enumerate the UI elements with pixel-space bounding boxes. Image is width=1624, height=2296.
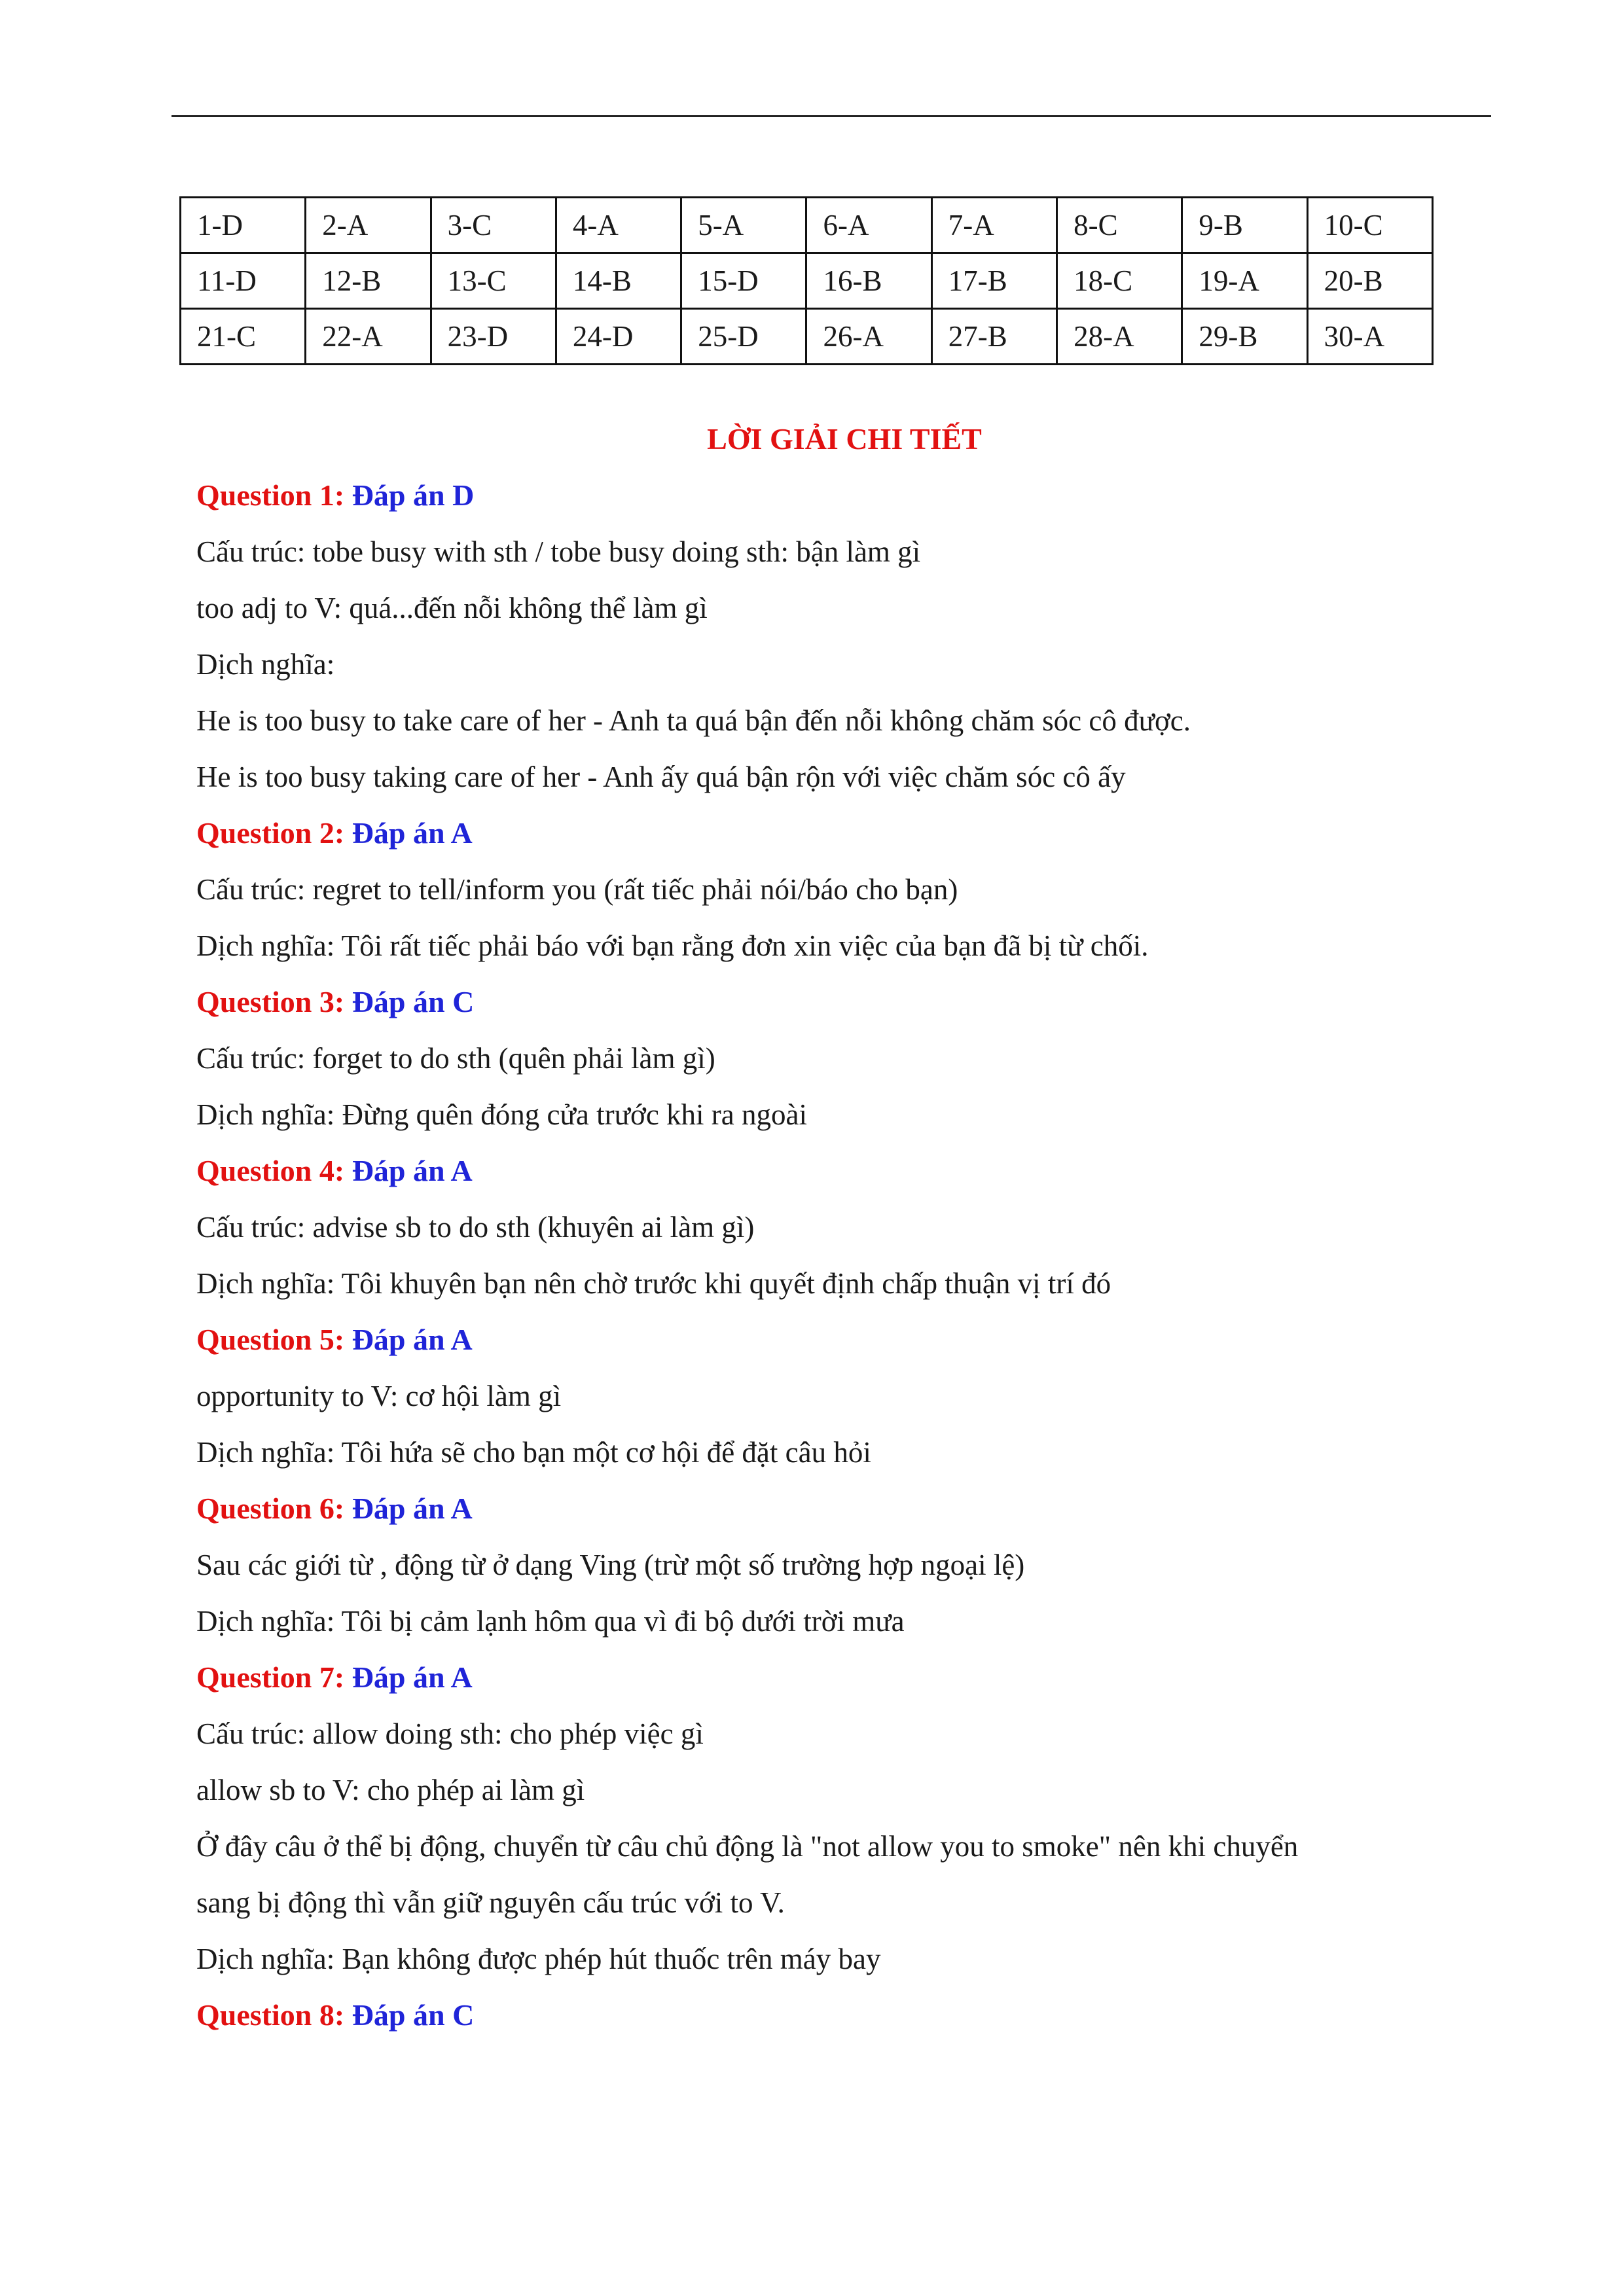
explanation-line: Dịch nghĩa: Đừng quên đóng cửa trước khi ra ngoài: [196, 1098, 807, 1131]
answer-cell: 9-B: [1182, 198, 1307, 253]
explanation-line: He is too busy to take care of her - Anh ta quá bận đến nỗi không chăm sóc cô được.: [196, 704, 1191, 737]
answer-cell: 29-B: [1182, 309, 1307, 365]
answer-cell: 22-A: [306, 309, 431, 365]
question-heading: [196, 1312, 1440, 1368]
question-heading: [196, 805, 1440, 861]
explanation-line: He is too busy taking care of her - Anh ấy quá bận rộn với việc chăm sóc cô ấy: [196, 761, 1126, 793]
header-rule: [171, 115, 1491, 117]
answer-cell: 8-C: [1057, 198, 1182, 253]
answer-cell: 4-A: [556, 198, 681, 253]
answer-cell: 24-D: [556, 309, 681, 365]
question-heading: [196, 1649, 1440, 1706]
question-heading: [196, 467, 1440, 524]
question-answer: Đáp án A: [352, 816, 473, 850]
explanation-line: Dịch nghĩa: Tôi bị cảm lạnh hôm qua vì đi bộ dưới trời mưa: [196, 1605, 905, 1638]
question-block: [196, 467, 1440, 805]
answer-row: [181, 198, 1433, 253]
question-block: [196, 1987, 1440, 2043]
question-heading: [196, 1143, 1440, 1199]
explanation-line: Dịch nghĩa: Tôi khuyên bạn nên chờ trước khi quyết định chấp thuận vị trí đó: [196, 1267, 1111, 1300]
question-block: [196, 805, 1440, 974]
answer-cell: 18-C: [1057, 253, 1182, 309]
answer-cell: 23-D: [431, 309, 556, 365]
answer-cell: 26-A: [806, 309, 931, 365]
question-label: Question 3:: [196, 985, 345, 1018]
question-heading: [196, 974, 1440, 1030]
question-block: [196, 974, 1440, 1143]
question-label: Question 7:: [196, 1660, 345, 1694]
question-answer: Đáp án C: [352, 1998, 475, 2032]
explanation-line: Dịch nghĩa: Tôi rất tiếc phải báo với bạn rằng đơn xin việc của bạn đã bị từ chối.: [196, 929, 1149, 962]
question-block: [196, 1312, 1440, 1480]
explanation-line: Cấu trúc: forget to do sth (quên phải làm gì): [196, 1042, 715, 1075]
question-heading: [196, 1987, 1440, 2043]
answer-cell: 1-D: [181, 198, 306, 253]
explanation-line: Dịch nghĩa: Bạn không được phép hút thuốc trên máy bay: [196, 1943, 881, 1975]
answer-cell: 14-B: [556, 253, 681, 309]
explanation-line: allow sb to V: cho phép ai làm gì: [196, 1774, 585, 1806]
explanation-line: too adj to V: quá...đến nỗi không thể làm gì: [196, 592, 708, 624]
explanation-line: opportunity to V: cơ hội làm gì: [196, 1380, 562, 1412]
answer-cell: 2-A: [306, 198, 431, 253]
answer-cell: 30-A: [1307, 309, 1432, 365]
section-title: LỜI GIẢI CHI TIẾT: [707, 422, 982, 456]
explanation-line: Dịch nghĩa:: [196, 648, 335, 681]
question-label: Question 5:: [196, 1323, 345, 1356]
question-block: [196, 1480, 1440, 1649]
question-answer: Đáp án C: [352, 985, 475, 1018]
answer-cell: 17-B: [931, 253, 1056, 309]
explanation-line: Dịch nghĩa: Tôi hứa sẽ cho bạn một cơ hội để đặt câu hỏi: [196, 1436, 871, 1469]
answer-cell: 16-B: [806, 253, 931, 309]
answer-cell: 25-D: [681, 309, 806, 365]
answer-cell: 11-D: [181, 253, 306, 309]
question-answer: Đáp án D: [352, 478, 475, 512]
answer-cell: 10-C: [1307, 198, 1432, 253]
answer-row: [181, 253, 1433, 309]
answer-cell: 5-A: [681, 198, 806, 253]
explanation-line: Cấu trúc: advise sb to do sth (khuyên ai làm gì): [196, 1211, 755, 1244]
answer-cell: 27-B: [931, 309, 1056, 365]
question-list: [196, 467, 1440, 2043]
answer-cell: 21-C: [181, 309, 306, 365]
question-answer: Đáp án A: [352, 1154, 473, 1187]
question-heading: [196, 1480, 1440, 1537]
question-label: Question 8:: [196, 1998, 345, 2032]
question-label: Question 4:: [196, 1154, 345, 1187]
explanation-line: sang bị động thì vẫn giữ nguyên cấu trúc với to V.: [196, 1886, 785, 1919]
explanation-line: Cấu trúc: regret to tell/inform you (rất tiếc phải nói/báo cho bạn): [196, 873, 958, 906]
answer-cell: 19-A: [1182, 253, 1307, 309]
question-label: Question 6:: [196, 1492, 345, 1525]
explanation-line: Cấu trúc: allow doing sth: cho phép việc gì: [196, 1717, 704, 1750]
answer-cell: 6-A: [806, 198, 931, 253]
explanation-line: Cấu trúc: tobe busy with sth / tobe busy doing sth: bận làm gì: [196, 535, 921, 568]
answer-cell: 28-A: [1057, 309, 1182, 365]
answer-cell: 12-B: [306, 253, 431, 309]
answer-cell: 15-D: [681, 253, 806, 309]
question-block: [196, 1649, 1440, 1987]
answer-cell: 20-B: [1307, 253, 1432, 309]
detailed-solutions: [196, 411, 1440, 2043]
answer-row: [181, 309, 1433, 365]
question-answer: Đáp án A: [352, 1492, 473, 1525]
question-block: [196, 1143, 1440, 1312]
explanation-line: Sau các giới từ , động từ ở dạng Ving (trừ một số trường hợp ngoại lệ): [196, 1549, 1025, 1581]
question-answer: Đáp án A: [352, 1323, 473, 1356]
answer-cell: 3-C: [431, 198, 556, 253]
answer-key-table: [179, 196, 1434, 365]
question-label: Question 2:: [196, 816, 345, 850]
question-answer: Đáp án A: [352, 1660, 473, 1694]
answer-cell: 13-C: [431, 253, 556, 309]
explanation-line: Ở đây câu ở thể bị động, chuyển từ câu chủ động là "not allow you to smoke" nên khi chuyển: [196, 1830, 1299, 1863]
question-label: Question 1:: [196, 478, 345, 512]
answer-cell: 7-A: [931, 198, 1056, 253]
